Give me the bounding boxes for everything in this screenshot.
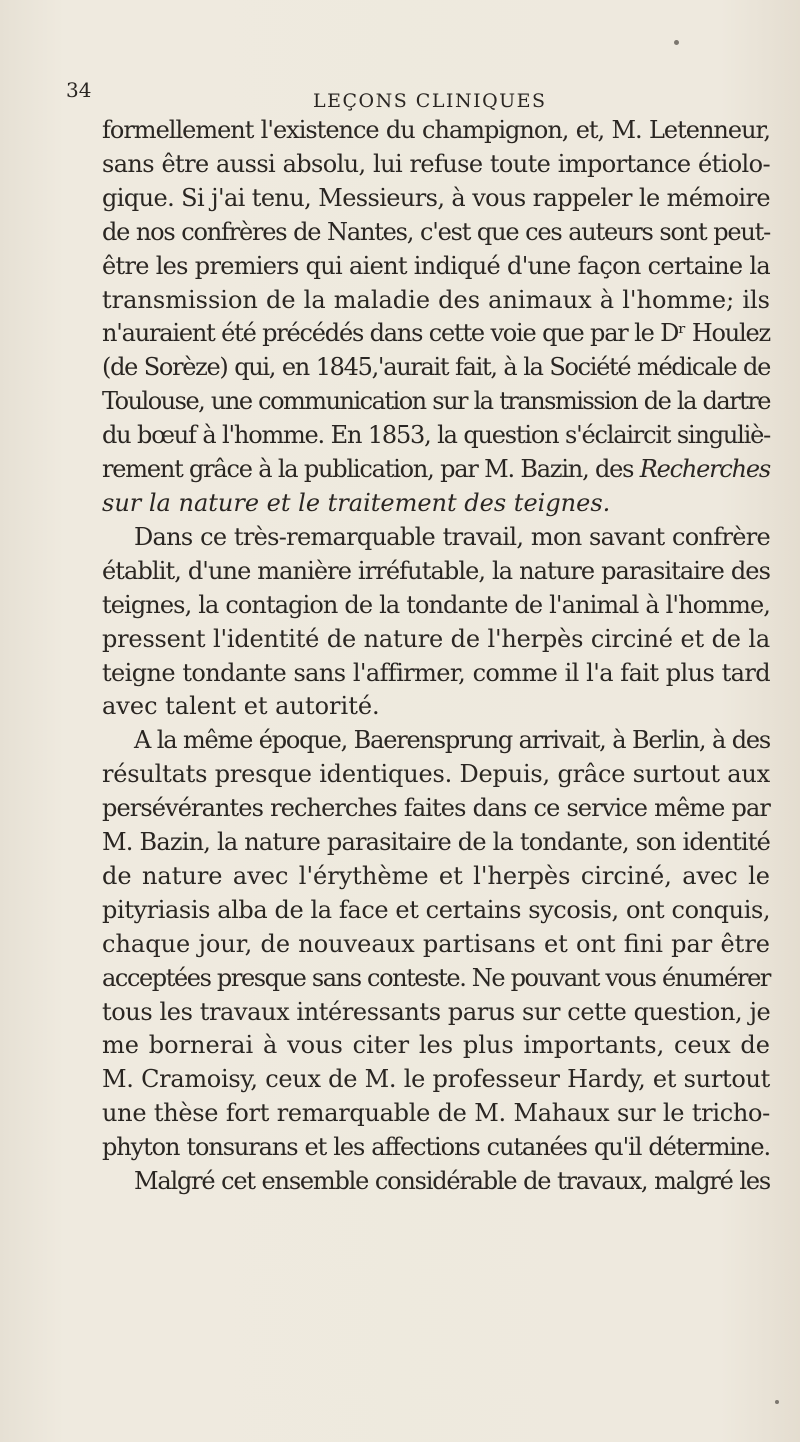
text-line: n'auraient été précédés dans cette voie que par le Dʳ Houlez — [102, 319, 770, 348]
text-line: de nature avec l'érythème et l'herpès circiné, avec le — [102, 861, 770, 890]
text-line: teignes, la contagion de la tondante de l'animal à l'homme, — [102, 590, 770, 619]
text-line: résultats presque identiques. Depuis, grâce surtout aux — [102, 760, 770, 789]
text-line: Dans ce très-remarquable travail, mon savant confrère — [134, 522, 770, 551]
text-line: transmission de la maladie des animaux à l'homme; ils — [102, 285, 770, 314]
running-head: LEÇONS CLINIQUES — [313, 90, 547, 112]
page-number: 34 — [66, 78, 92, 102]
body-text — [102, 114, 770, 1199]
text-line: M. Bazin, la nature parasitaire de la tondante, son identité — [102, 828, 770, 857]
text-line: acceptées presque sans conteste. Ne pouvant vous énumérer — [102, 963, 770, 992]
text-line: gique. Si j'ai tenu, Messieurs, à vous rappeler le mémoire — [102, 183, 770, 212]
text-line: M. Cramoisy, ceux de M. le professeur Hardy, et surtout — [102, 1065, 770, 1094]
text-line: Malgré cet ensemble considérable de travaux, malgré les — [134, 1167, 770, 1196]
text-line: avec talent et autorité. — [102, 692, 380, 721]
text-line: sans être aussi absolu, lui refuse toute importance étiolo- — [102, 149, 770, 178]
text-line: me bornerai à vous citer les plus importants, ceux de — [102, 1031, 770, 1060]
text-segment: rement grâce à la publication, par M. Bazin, des — [102, 455, 634, 484]
text-line: être les premiers qui aient indiqué d'une façon certaine la — [102, 251, 770, 280]
text-line: établit, d'une manière irréfutable, la nature parasitaire des — [102, 556, 770, 585]
work-title-continued: sur la nature et le traitement des teignes. — [102, 488, 611, 517]
text-line: de nos confrères de Nantes, c'est que ces auteurs sont peut- — [102, 217, 770, 246]
text-line: Toulouse, une communication sur la transmission de la dartre — [102, 387, 770, 416]
text-line: chaque jour, de nouveaux partisans et ont fini par être — [102, 929, 770, 958]
ink-speck — [674, 40, 679, 45]
work-title-start: Recherches — [639, 455, 770, 484]
text-line: A la même époque, Baerensprung arrivait, à Berlin, à des — [134, 726, 770, 755]
ink-speck — [775, 1400, 779, 1404]
text-line: formellement l'existence du champignon, et, M. Letenneur, — [102, 116, 770, 144]
text-line-with-title — [102, 453, 770, 487]
text-line: pressent l'identité de nature de l'herpès circiné et de la — [102, 624, 770, 653]
text-line: teigne tondante sans l'affirmer, comme il l'a fait plus tard — [102, 658, 770, 687]
text-line: (de Sorèze) qui, en 1845,'aurait fait, à la Société médicale de — [102, 353, 770, 382]
text-line: une thèse fort remarquable de M. Mahaux sur le tricho- — [102, 1099, 770, 1128]
text-line: persévérantes recherches faites dans ce service même par — [102, 794, 770, 823]
text-line: phyton tonsurans et les affections cutanées qu'il détermine. — [102, 1133, 770, 1162]
text-line: tous les travaux intéressants parus sur cette question, je — [102, 997, 771, 1026]
text-line: pityriasis alba de la face et certains sycosis, ont conquis, — [102, 895, 771, 924]
text-line: du bœuf à l'homme. En 1853, la question s'éclaircit singuliè- — [102, 421, 770, 450]
